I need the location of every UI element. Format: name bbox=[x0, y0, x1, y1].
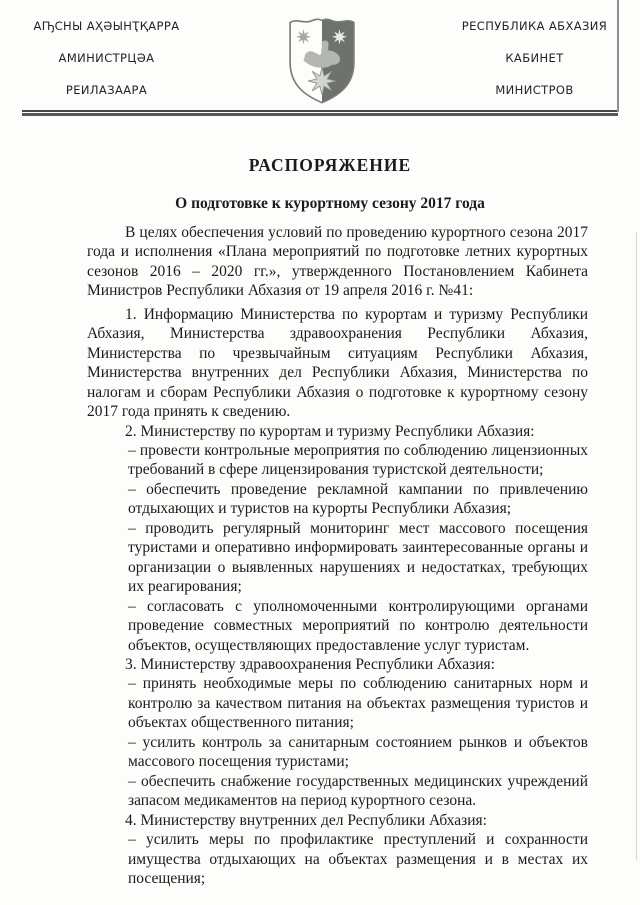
document-title: РАСПОРЯЖЕНИЕ bbox=[248, 155, 412, 175]
item-number: 2. bbox=[125, 422, 137, 440]
item-text: Министерству по курортам и туризму Республики Абхазия: bbox=[140, 422, 535, 440]
list-subitem: – обеспечить снабжение государственных медицинских учреждений запасом медикаментов на период курортного сезона. bbox=[128, 772, 588, 810]
list-subitem: – усилить меры по профилактике преступлений и сохранности имущества отдыхающих на объектах размещения и в местах их посещения; bbox=[128, 831, 588, 887]
intro-paragraph: В целях обеспечения условий по проведению курортного сезона 2017 года и исполнения «Плана мероприятий по подготовке летних курортных сезонов 2016 – 2020 гг.», утвержденного Постановлением Кабинета Министров Республики Абхазия от 19 апреля 2016 г. №41: bbox=[87, 224, 588, 300]
list-subitem: – проводить регулярный мониторинг мест массового посещения туристами и оперативно информировать заинтересованные органы и организации о выявленных нарушениях и недостатках, требующих их реагирования; bbox=[128, 519, 588, 596]
item-text: Информацию Министерства по курортам и туризму Республики Абхазия, Министерства здравоохранения Республики Абхазия, Министерства по чрезвычайным ситуациям Республики Абхазия, Министерства внутренних дел Республики Абхазия, Министерства по налогам и сборам Республики Абхазия о подготовке к курортному сезону 2017 года принять к сведению. bbox=[87, 305, 588, 421]
header-line: КАБИНЕТ bbox=[505, 51, 564, 65]
header-line: РЕСПУБЛИКА АБХАЗИЯ bbox=[461, 19, 608, 33]
header-abkhaz-title bbox=[14, 19, 199, 115]
header-line: АҦСНЫ АҲӘЫНҬҚАРРА bbox=[33, 19, 180, 33]
document-body bbox=[87, 223, 588, 888]
abkhazia-coat-of-arms-icon bbox=[286, 15, 358, 106]
list-subitem: – принять необходимые меры по соблюдению санитарных норм и контролю за качеством питания на объектах размещения туристов и объектах общественного питания; bbox=[128, 675, 588, 732]
document-subtitle: О подготовке к курортному сезону 2017 года bbox=[175, 195, 485, 212]
list-subitem: – усилить контроль за санитарным состоянием рынков и объектов массового посещения туристами; bbox=[128, 733, 588, 771]
scan-artifact-line bbox=[636, 232, 637, 860]
list-subitem: – провести контрольные мероприятия по соблюдению лицензионных требований в сфере лицензирования туристской деятельности; bbox=[128, 441, 588, 479]
header-line: РЕИЛАЗААРА bbox=[65, 83, 148, 97]
list-item-3 bbox=[87, 655, 588, 674]
item-text: Министерству внутренних дел Республики Абхазия: bbox=[140, 811, 487, 829]
item-text: Министерству здравоохранения Республики Абхазия: bbox=[140, 655, 495, 673]
item-number: 4. bbox=[125, 811, 137, 829]
header-divider bbox=[22, 110, 618, 116]
item-number: 1. bbox=[125, 305, 137, 323]
list-item-2 bbox=[87, 422, 588, 441]
header-line: АМИНИСТРЦӘА bbox=[58, 51, 155, 65]
list-subitem: – обеспечить проведение рекламной кампании по привлечению отдыхающих и туристов на курорты Республики Абхазия; bbox=[128, 480, 588, 518]
header-line: МИНИСТРОВ bbox=[495, 83, 574, 97]
header-russian-title bbox=[442, 19, 627, 115]
list-subitem: – согласовать с уполномоченными контролирующими органами проведение совместных мероприятий по контролю деятельности объектов, осуществляющих предоставление услуг туристам. bbox=[128, 597, 588, 654]
list-item-4 bbox=[87, 811, 588, 830]
scan-artifact-line bbox=[617, 0, 619, 112]
item-number: 3. bbox=[125, 655, 137, 673]
list-item-1 bbox=[87, 305, 588, 422]
